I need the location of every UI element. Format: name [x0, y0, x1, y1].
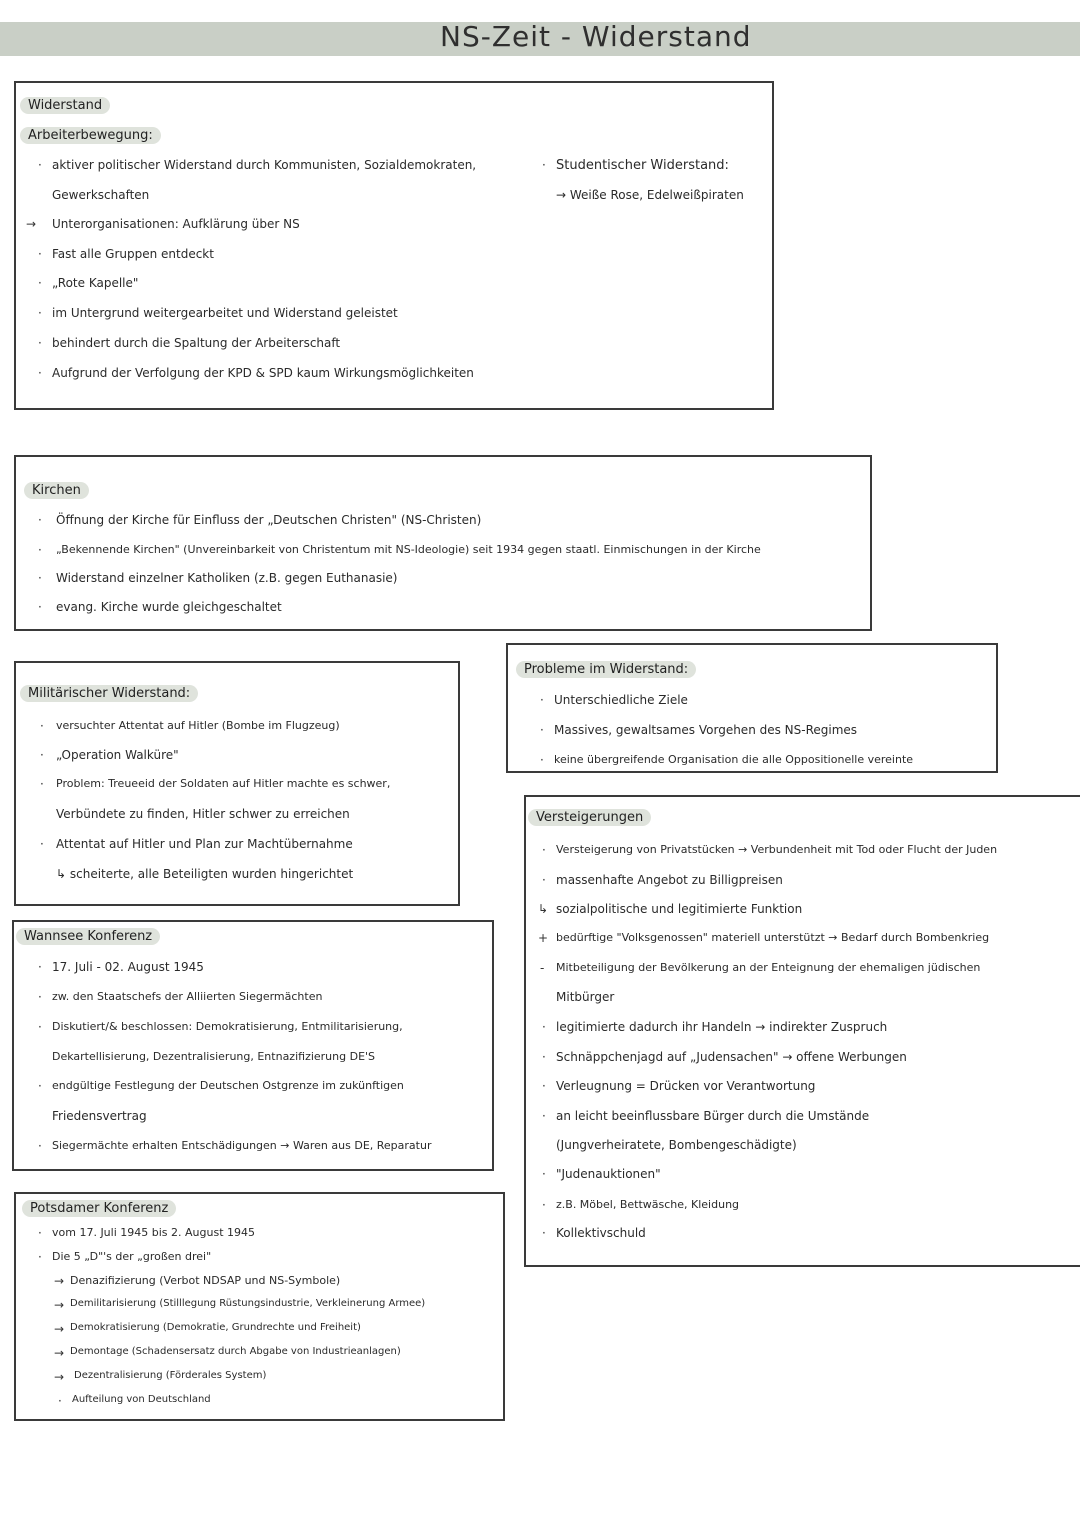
versteigerungen-heading: Versteigerungen	[528, 809, 651, 826]
arrow-icon: →	[54, 1370, 65, 1384]
bullet: ·	[38, 543, 42, 557]
bullet: ·	[38, 276, 42, 290]
bullet: ·	[38, 247, 42, 261]
bullet: ·	[542, 1226, 546, 1240]
kirchen-heading: Kirchen	[24, 482, 89, 499]
list-item: Attentat auf Hitler und Plan zur Machtübernahme	[56, 837, 353, 851]
student-heading: Studentischer Widerstand:	[556, 158, 729, 173]
bullet: ·	[38, 158, 42, 172]
list-item: „Bekennende Kirchen" (Unvereinbarkeit von Christentum mit NS-Ideologie) seit 1934 gegen staatl. Einmischungen in der Kirche	[56, 543, 761, 556]
list-item: Dezentralisierung (Förderales System)	[74, 1370, 267, 1381]
bullet: ·	[542, 1109, 546, 1123]
widerstand-heading: Widerstand	[20, 97, 110, 114]
bullet: ·	[40, 748, 44, 762]
list-item: Denazifizierung (Verbot NDSAP und NS-Symbole)	[70, 1274, 341, 1287]
bullet: ·	[38, 960, 42, 974]
list-item: Unterorganisationen: Aufklärung über NS	[52, 217, 300, 231]
list-item: keine übergreifende Organisation die alle Oppositionelle vereinte	[554, 753, 914, 766]
bullet: ·	[38, 366, 42, 380]
bullet: ·	[40, 777, 44, 791]
bullet: ·	[542, 873, 546, 887]
list-item: legitimierte dadurch ihr Handeln → indirekter Zuspruch	[556, 1020, 888, 1034]
bullet: ·	[38, 1226, 42, 1240]
arrow-icon: →	[54, 1346, 65, 1360]
list-item: aktiver politischer Widerstand durch Kommunisten, Sozialdemokraten,	[52, 158, 477, 172]
list-item: "Judenauktionen"	[556, 1167, 661, 1181]
bullet: ·	[542, 1198, 546, 1212]
list-item: evang. Kirche wurde gleichgeschaltet	[56, 600, 282, 614]
bullet: ·	[542, 843, 546, 857]
list-item: Verbündete zu finden, Hitler schwer zu erreichen	[56, 807, 350, 821]
list-item: Demontage (Schadensersatz durch Abgabe von Industrieanlagen)	[70, 1346, 401, 1357]
bullet: ·	[38, 1250, 42, 1264]
list-item: Verleugnung = Drücken vor Verantwortung	[556, 1079, 816, 1093]
widerstand-box	[14, 81, 774, 410]
student-text: → Weiße Rose, Edelweißpiraten	[556, 188, 744, 202]
list-item: Aufteilung von Deutschland	[72, 1394, 211, 1405]
list-item: vom 17. Juli 1945 bis 2. August 1945	[52, 1226, 256, 1239]
list-item: versuchter Attentat auf Hitler (Bombe im Flugzeug)	[56, 719, 340, 732]
list-item: Unterschiedliche Ziele	[554, 693, 688, 707]
bullet: ·	[40, 719, 44, 733]
bullet: ·	[38, 990, 42, 1004]
kirchen-box	[14, 455, 872, 631]
wannsee-box	[12, 920, 494, 1171]
list-item: z.B. Möbel, Bettwäsche, Kleidung	[556, 1198, 740, 1211]
probleme-heading: Probleme im Widerstand:	[516, 661, 696, 678]
bullet: ·	[38, 1079, 42, 1093]
list-item: Demilitarisierung (Stilllegung Rüstungsindustrie, Verkleinerung Armee)	[70, 1298, 426, 1309]
list-item: endgültige Festlegung der Deutschen Ostgrenze im zukünftigen	[52, 1079, 404, 1092]
bullet: -	[540, 961, 545, 975]
militaer-box	[14, 661, 460, 906]
bullet: ·	[38, 513, 42, 527]
list-item: Siegermächte erhalten Entschädigungen → Waren aus DE, Reparatur	[52, 1139, 432, 1152]
bullet: ·	[38, 600, 42, 614]
bullet: ·	[38, 336, 42, 350]
list-item: Mitbeteiligung der Bevölkerung an der Enteignung der ehemaligen jüdischen	[556, 961, 981, 974]
list-item: sozialpolitische und legitimierte Funktion	[556, 902, 803, 916]
bullet: ·	[38, 571, 42, 585]
bullet: ·	[40, 837, 44, 851]
bullet: ↳	[538, 902, 549, 916]
bullet: ·	[542, 1020, 546, 1034]
list-item: Kollektivschuld	[556, 1226, 646, 1240]
potsdam-heading: Potsdamer Konferenz	[22, 1200, 176, 1217]
list-item: Dekartellisierung, Dezentralisierung, Entnazifizierung DE'S	[52, 1050, 376, 1063]
bullet: ·	[38, 1139, 42, 1153]
list-item: Friedensvertrag	[52, 1109, 147, 1123]
bullet: ·	[38, 1020, 42, 1034]
arrow-icon: →	[54, 1322, 65, 1336]
wannsee-heading: Wannsee Konferenz	[16, 928, 160, 945]
list-item: Massives, gewaltsames Vorgehen des NS-Regimes	[554, 723, 858, 737]
arrow-icon: →	[54, 1298, 65, 1312]
list-item: massenhafte Angebot zu Billigpreisen	[556, 873, 783, 887]
bullet: ·	[542, 1050, 546, 1064]
arrow-icon: →	[54, 1274, 65, 1288]
bullet: ·	[542, 1079, 546, 1093]
list-item: 17. Juli - 02. August 1945	[52, 960, 204, 974]
list-item: ↳ scheiterte, alle Beteiligten wurden hingerichtet	[56, 867, 354, 881]
list-item: Demokratisierung (Demokratie, Grundrechte und Freiheit)	[70, 1322, 361, 1333]
potsdam-box	[14, 1192, 505, 1421]
list-item: Gewerkschaften	[52, 188, 150, 202]
list-item: Problem: Treueeid der Soldaten auf Hitler machte es schwer,	[56, 777, 391, 790]
bullet: +	[538, 931, 549, 945]
bullet: ·	[540, 693, 544, 707]
list-item: Öffnung der Kirche für Einfluss der „Deutschen Christen" (NS-Christen)	[56, 513, 482, 527]
page-title: NS-Zeit - Widerstand	[440, 20, 752, 53]
bullet: ·	[542, 158, 546, 172]
list-item: Fast alle Gruppen entdeckt	[52, 247, 214, 261]
list-item: Mitbürger	[556, 990, 615, 1004]
list-item: „Operation Walküre"	[56, 748, 179, 762]
arbeiterbewegung-heading: Arbeiterbewegung:	[20, 127, 161, 144]
probleme-box	[506, 643, 998, 773]
list-item: „Rote Kapelle"	[52, 276, 139, 290]
bullet: ·	[542, 1167, 546, 1181]
bullet: ·	[58, 1394, 62, 1408]
list-item: an leicht beeinflussbare Bürger durch die Umstände	[556, 1109, 870, 1123]
bullet: ·	[540, 753, 544, 767]
list-item: Die 5 „D"'s der „großen drei"	[52, 1250, 212, 1263]
bullet: ·	[38, 306, 42, 320]
list-item: Aufgrund der Verfolgung der KPD & SPD kaum Wirkungsmöglichkeiten	[52, 366, 474, 380]
list-item: bedürftige "Volksgenossen" materiell unterstützt → Bedarf durch Bombenkrieg	[556, 931, 990, 944]
list-item: zw. den Staatschefs der Alliierten Siegermächten	[52, 990, 323, 1003]
list-item: Diskutiert/& beschlossen: Demokratisierung, Entmilitarisierung,	[52, 1020, 403, 1033]
list-item: behindert durch die Spaltung der Arbeiterschaft	[52, 336, 341, 350]
list-item: Versteigerung von Privatstücken → Verbundenheit mit Tod oder Flucht der Juden	[556, 843, 998, 856]
list-item: Schnäppchenjagd auf „Judensachen" → offene Werbungen	[556, 1050, 907, 1064]
list-item: im Untergrund weitergearbeitet und Widerstand geleistet	[52, 306, 398, 320]
list-item: Widerstand einzelner Katholiken (z.B. gegen Euthanasie)	[56, 571, 398, 585]
bullet: ·	[540, 723, 544, 737]
militaer-heading: Militärischer Widerstand:	[20, 685, 198, 702]
versteigerungen-box	[524, 795, 1080, 1267]
list-item: (Jungverheiratete, Bombengeschädigte)	[556, 1138, 797, 1152]
arrow-icon: →	[26, 217, 37, 231]
